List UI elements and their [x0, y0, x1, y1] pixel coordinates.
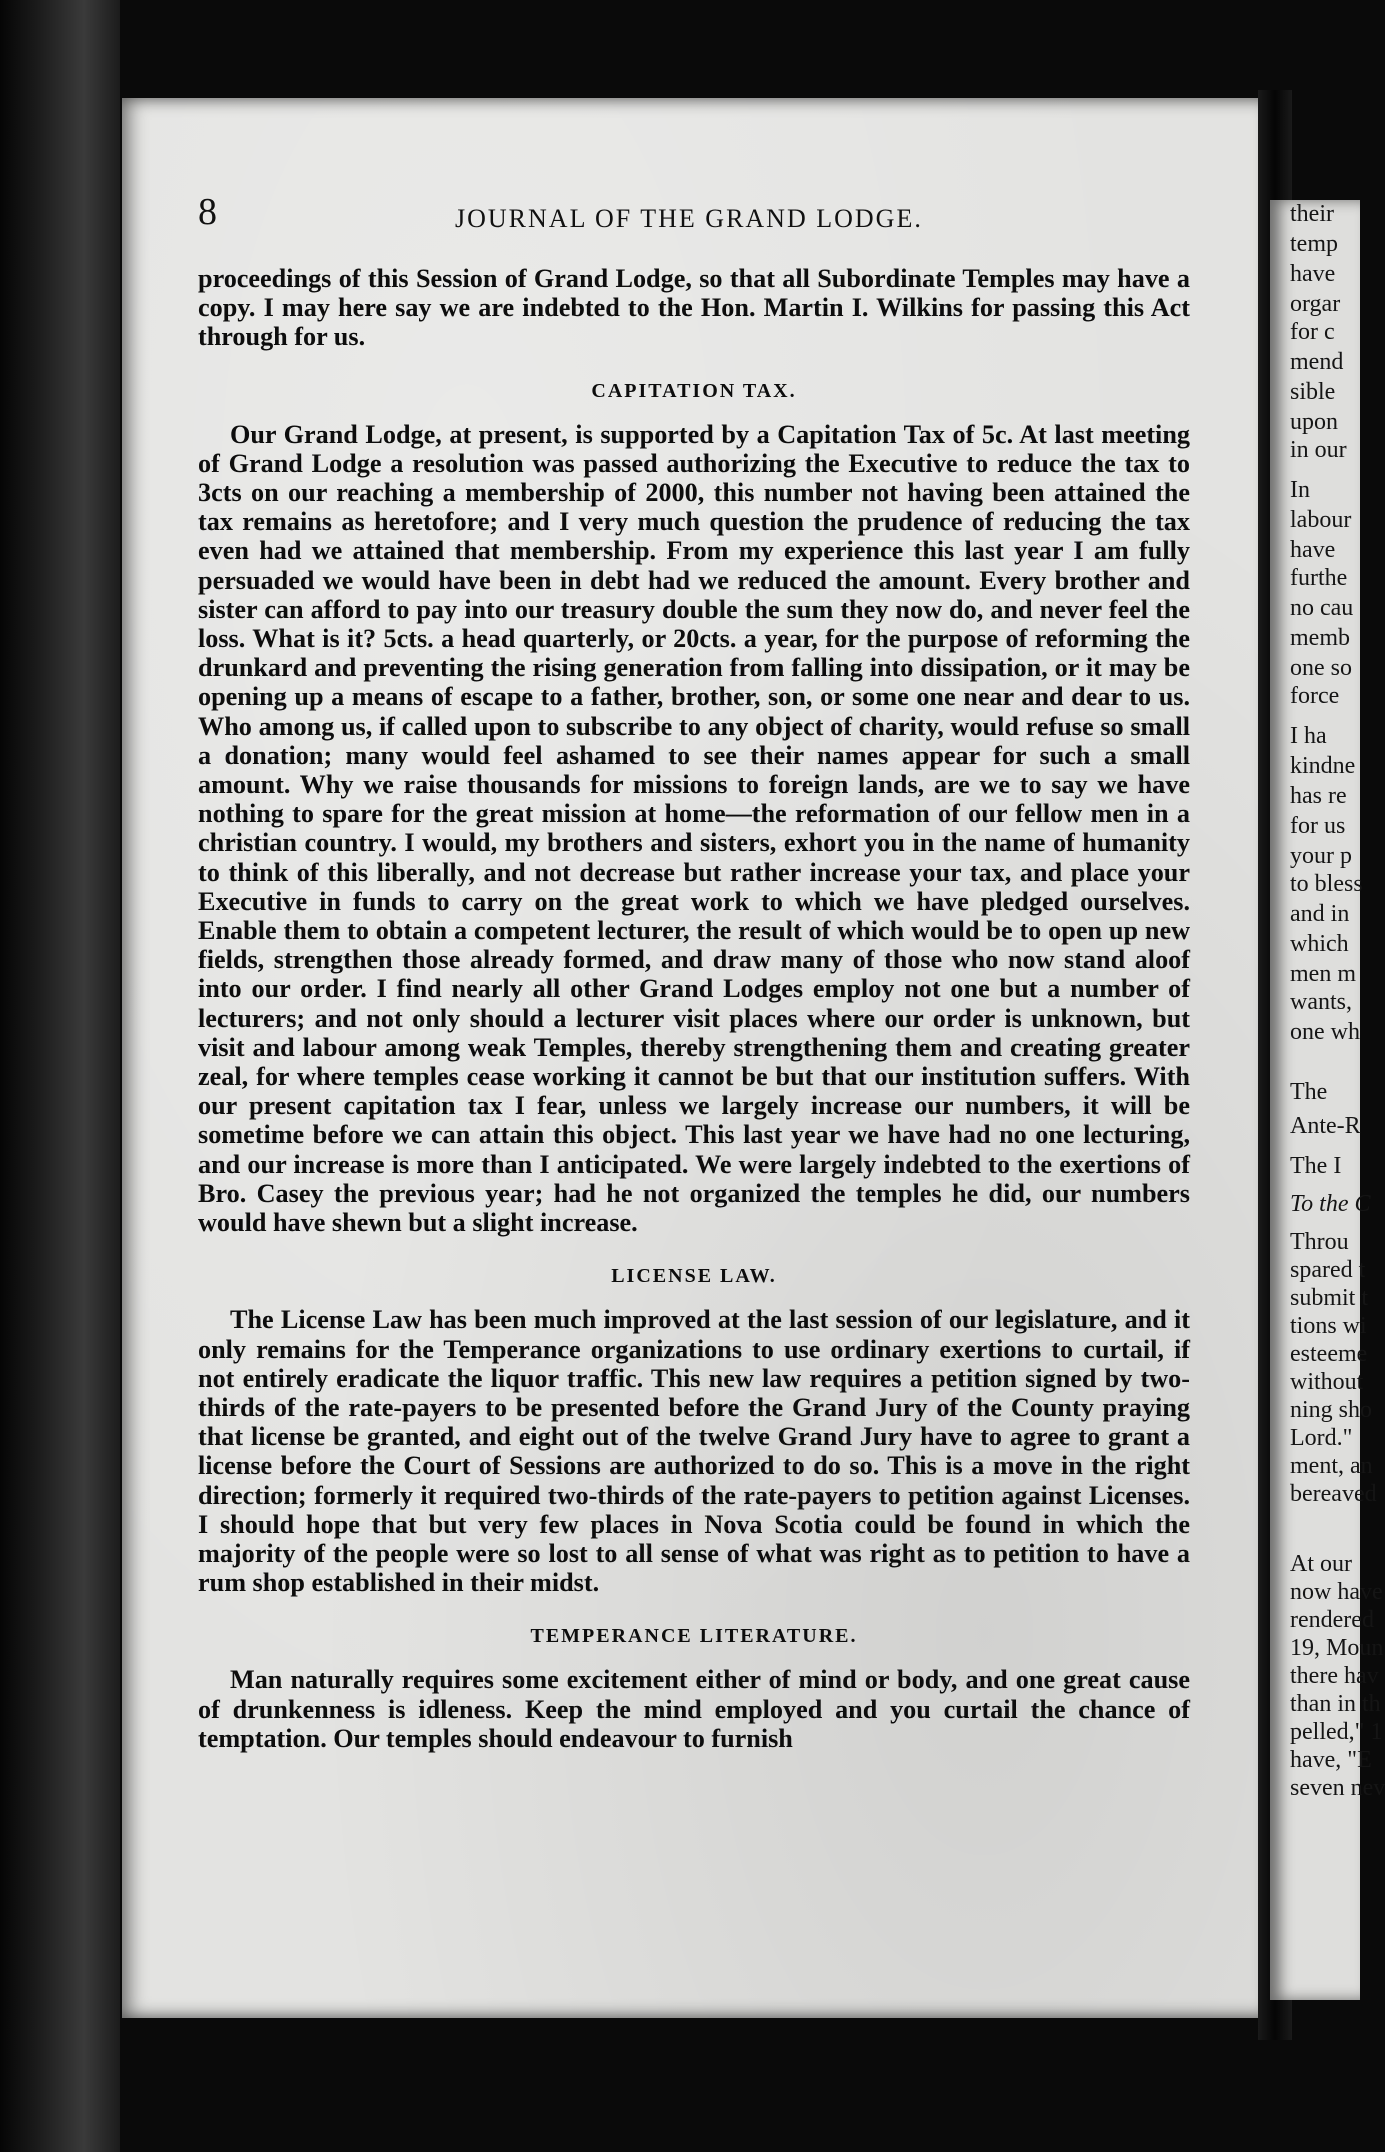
facing-page-fragment: memb — [1290, 625, 1350, 651]
facing-page-fragment: have — [1290, 537, 1336, 563]
facing-page-fragment: The — [1290, 1079, 1328, 1105]
facing-page-fragment: wants, — [1290, 989, 1352, 1015]
facing-page-fragment: furthe — [1290, 565, 1348, 591]
section-heading-license-law: LICENSE LAW. — [611, 1265, 777, 1288]
facing-page-fragment: bereaved — [1290, 1481, 1377, 1507]
facing-page-fragment: To the C — [1290, 1191, 1371, 1217]
facing-page-fragment: men m — [1290, 961, 1356, 987]
facing-page-fragment: In — [1290, 477, 1310, 503]
facing-page-fragment: spared t — [1290, 1257, 1366, 1283]
facing-page-fragment: have, "E — [1290, 1747, 1372, 1773]
facing-page-fragment: labour — [1290, 507, 1352, 533]
facing-page-fragment: now have — [1290, 1579, 1383, 1605]
facing-page-fragment: their — [1290, 201, 1334, 227]
facing-page-fragment: The I — [1290, 1153, 1342, 1179]
running-head — [0, 190, 1352, 240]
facing-page-fragment: for c — [1290, 319, 1335, 345]
facing-page-fragment: your p — [1290, 843, 1352, 869]
facing-page-fragment: I ha — [1290, 723, 1327, 749]
facing-page-fragment: upon — [1290, 409, 1338, 435]
facing-page-fragment: no cau — [1290, 595, 1354, 621]
facing-page-fragment: seven nev — [1290, 1775, 1385, 1801]
facing-page-fragment: and in — [1290, 901, 1350, 927]
facing-page-fragment: ment, an — [1290, 1453, 1373, 1479]
facing-page-fragment: have — [1290, 261, 1336, 287]
temperance-literature-paragraph: Man naturally requires some excitement either of mind or body, and one great cause of drunkenness is idleness. Keep the mind employed and you curtail the chance of temptation. Our temples should endeavour to furnish — [198, 1665, 1190, 1753]
facing-page-fragment: to bless — [1290, 871, 1363, 897]
facing-page-fragment: ning sho — [1290, 1397, 1373, 1423]
continued-paragraph: proceedings of this Session of Grand Lodge, so that all Subordinate Temples may have a copy. I may here say we are indebted to the Hon. Martin I. Wilkins for passing this Act through for us. — [198, 264, 1190, 352]
facing-page-fragment: tions wi — [1290, 1313, 1367, 1339]
section-heading-temperance-literature: TEMPERANCE LITERATURE. — [530, 1625, 858, 1648]
capitation-tax-paragraph: Our Grand Lodge, at present, is supported by a Capitation Tax of 5c. At last meeting of Grand Lodge a resolution was passed authorizing the Executive to reduce the tax to 3cts on our reaching a membership of 2000, this number not having been attained the tax remains as heretofore; and I very much question the prudence of reducing the tax even had we attained that membership. From my experience this last year I am fully persuaded we would have been in debt had we reduced the amount. Every brother and sister can afford to pay into our treasury double the sum they now do, and never feel the loss. What is it? 5cts. a head quarterly, or 20cts. a year, for the purpose of reforming the drunkard and preventing the rising generation from falling into dissipation, or it may be opening up a means of escape to a father, brother, son, or some one near and dear to us. Who among us, if called upon to subscribe to any object of charity, would refuse so small a donation; many would feel ashamed to see their names appear for such a small amount. Why we raise thousands for missions to foreign lands, are we to say we have nothing to spare for the great mission at home—the reformation of our fellow men in a christian country. I would, my brothers and sisters, exhort you in the name of humanity to think of this liberally, and not decrease but rather increase your tax, and place your Executive in funds to carry on the great work to which we have pledged ourselves. Enable them to obtain a competent lecturer, the result of which would be to open up new fields, strengthen those already formed, and draw many of those who now stand aloof into our order. I find nearly all other Grand Lodges employ not one but a number of lecturers; and not only should a lecturer visit places where our order is unknown, but visit and labour among weak Temples, thereby strengthening them and creating greater zeal, for where temples cease working it cannot be but that our institution suffers. With our present capitation tax I fear, unless we largely increase our numbers, it will be sometime before we can attain this object. This last year we have had no one lecturing, and our increase is more than I anticipated. We were largely indebted to the exertions of Bro. Casey the previous year; had he not organized the temples he did, our numbers would have shewn but a slight increase. — [198, 419, 1190, 1238]
facing-page-fragment: Ante-R — [1290, 1113, 1361, 1139]
facing-page-fragment: there hav — [1290, 1663, 1379, 1689]
facing-page-fragment: one wh — [1290, 1019, 1360, 1045]
section-heading-capitation-tax: CAPITATION TAX. — [591, 379, 797, 402]
facing-page-fragment: for us — [1290, 813, 1346, 839]
facing-page-fragment: Throu — [1290, 1229, 1349, 1255]
facing-page-fragment: submit t — [1290, 1285, 1369, 1311]
facing-page-fragment: At our — [1290, 1551, 1352, 1577]
facing-page-fragment: orgar — [1290, 291, 1341, 317]
facing-page-fragment: which — [1290, 931, 1349, 957]
facing-page-fragment: force — [1290, 683, 1340, 709]
facing-page-fragment: Lord." — [1290, 1425, 1353, 1451]
facing-page-fragment: sible — [1290, 379, 1336, 405]
book-spine-shadow — [0, 0, 120, 2152]
facing-page-fragment: without — [1290, 1369, 1364, 1395]
facing-page-fragment: one so — [1290, 655, 1352, 681]
page-body — [198, 264, 1190, 1753]
facing-page-fragment: 19, Moun — [1290, 1635, 1384, 1661]
facing-page-fragment: kindne — [1290, 753, 1356, 779]
license-law-paragraph: The License Law has been much improved at the last session of our legislature, and it only remains for the Temperance organizations to use ordinary exertions to curtail, if not entirely eradicate the liquor traffic. This new law requires a petition signed by two-thirds of the rate-payers to be presented before the Grand Jury of the County praying that license be granted, and eight out of the twelve Grand Jury have to agree to grant a license before the Court of Sessions are authorized to do so. This is a move in the right direction; formerly it required two-thirds of the rate-payers to petition against Licenses. I should hope that but very few places in Nova Scotia could be found in which the majority of the people were so lost to all sense of what was right as to petition to have a rum shop established in their midst. — [198, 1305, 1190, 1598]
facing-page-fragment: mend — [1290, 349, 1344, 375]
facing-page-fragment: in our — [1290, 437, 1347, 463]
facing-page-fragment: has re — [1290, 783, 1347, 809]
facing-page-edge — [1270, 200, 1385, 2000]
page-number: 8 — [198, 191, 217, 233]
facing-page-fragment: pelled," 1 — [1290, 1719, 1383, 1745]
facing-page-fragment: temp — [1290, 231, 1338, 257]
running-title: JOURNAL OF THE GRAND LODGE. — [455, 204, 923, 233]
facing-page-fragment: than in th — [1290, 1691, 1381, 1717]
facing-page-fragment: rendered — [1290, 1607, 1374, 1633]
facing-page-fragment: esteeme — [1290, 1341, 1368, 1367]
